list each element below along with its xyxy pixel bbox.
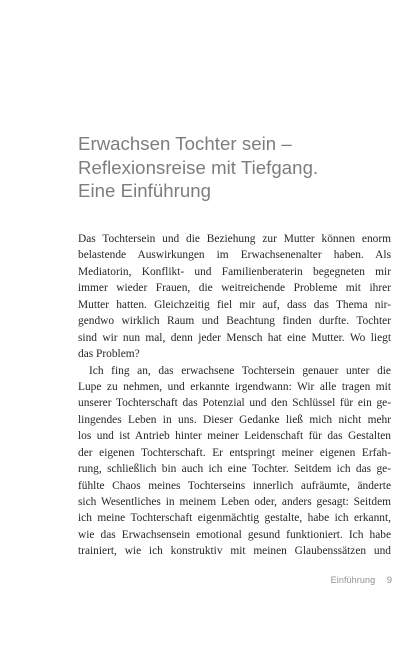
text-line: lingendes Leben in uns. Dieser Gedanke ließ mich nicht mehr	[78, 413, 391, 426]
text-line: Mutter hatten. Gleichzeitig fiel mir auf, dass das Thema nir-	[78, 298, 391, 311]
chapter-title-line-3: Eine Einführung	[78, 180, 212, 202]
text-line: belastende Auswirkungen im Erwachsenenalter haben. Als	[78, 249, 391, 262]
text-line: unserer Tochterschaft das Potenzial und den Schlüssel für ein ge-	[78, 397, 391, 410]
text-line: sind wir nun mal, denn jeder Mensch hat eine Mutter. Wo liegt	[78, 331, 391, 344]
text-line: Mediatorin, Konflikt- und Familienberaterin begegneten mir	[78, 265, 391, 278]
text-line: trainiert, wie ich konstruktiv mit meinen Glaubenssätzen und	[78, 545, 391, 558]
text-line: sich Wesentliches in meinem Leben oder, anders gesagt: Seitdem	[78, 496, 391, 508]
page-number: 9	[386, 575, 392, 586]
text-line: immer wieder Frauen, die weitreichende Probleme mit ihrer	[78, 282, 391, 295]
running-footer-section: Einführung	[330, 575, 376, 585]
text-line: Das Tochtersein und die Beziehung zur Mutter können enorm	[78, 233, 391, 245]
chapter-title	[78, 132, 378, 203]
text-line: fühlte Chaos meines Tochterseins innerlich aufräumte, änderte	[78, 479, 391, 492]
text-line: wie das Erwachsensein emotional gesund funktioniert. Ich habe	[78, 528, 391, 541]
text-line: ich meine Tochterschaft eigenmächtig gestalte, habe ich erkannt,	[78, 512, 391, 525]
page-footer	[331, 575, 392, 586]
chapter-title-line-1: Erwachsen Tochter sein –	[78, 133, 292, 154]
chapter-title-line-2: Reflexionsreise mit Tiefgang.	[78, 156, 319, 178]
text-line: Ich fing an, das erwachsene Tochtersein genauer unter die	[89, 364, 391, 377]
text-line: rung, schließlich bin auch ich eine Tochter. Seitdem ich das ge-	[78, 463, 391, 476]
text-line: Lupe zu nehmen, und erkannte irgendwann: Wir alle tragen mit	[78, 380, 391, 393]
body-text	[78, 231, 391, 560]
text-line: das Problem?	[78, 348, 140, 361]
text-line: gendwo wirklich Raum und Beachtung finden durfte. Tochter	[78, 315, 391, 328]
text-line: der eigenen Tochterschaft. Er entspringt meiner eigenen Erfah-	[78, 446, 391, 459]
text-line: los und ist Antrieb hinter meiner Leidenschaft für das Gestalten	[78, 430, 391, 443]
